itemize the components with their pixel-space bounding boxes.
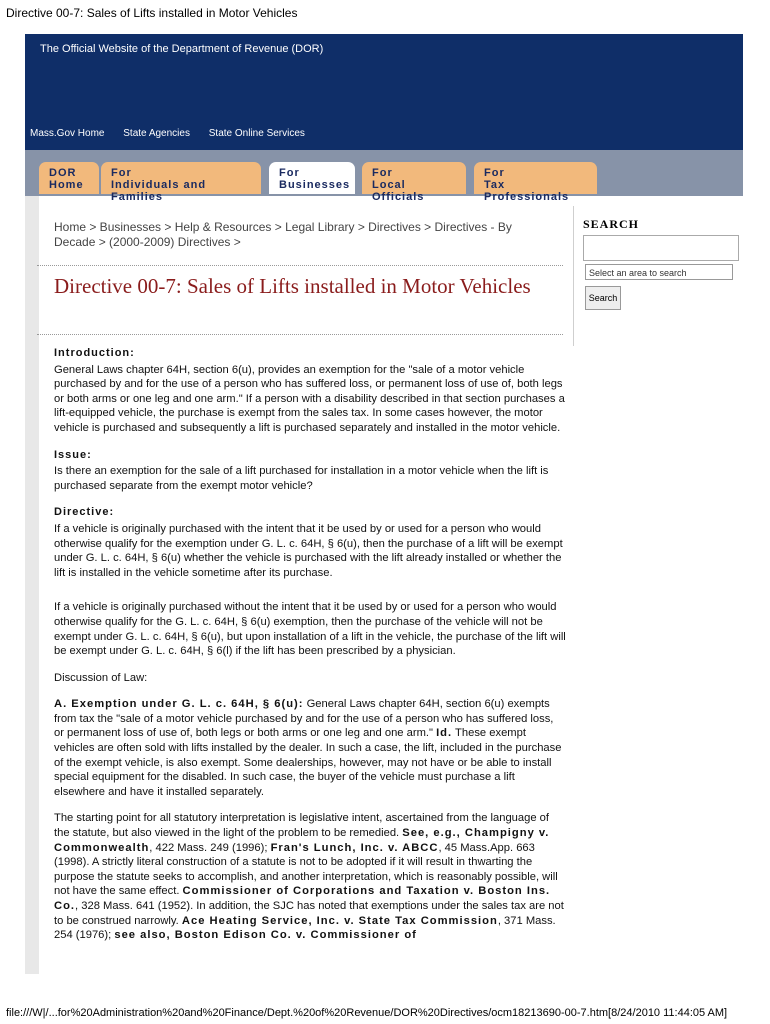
- tab-bar: [25, 150, 743, 203]
- section-a-text-1: General Laws chapter 64H, section 6(u) exempts from tax the "sale of a motor vehicle purchased by and for the use of a person who has suffered loss, or permanent loss of use of, both legs or both arms or one leg and one arm.": [54, 698, 554, 740]
- directive-para-1: If a vehicle is originally purchased with the intent that it be used by or used for a person who would otherwise qualify for the exemption under G. L. c. 64H, § 6(u), then the purchase of a lift will be exempt under G. L. c. 64H, § 6(u) whether the vehicle is purchased with the lift already installed or whether the lift is installed in the vehicle sometime after its purchase.: [54, 522, 563, 579]
- starting-text-1: The starting point for all statutory interpretation is legislative intent, ascertained from the language of the statute, but also viewed in the light of the problem to be remedied.: [54, 812, 550, 840]
- print-header: Directive 00-7: Sales of Lifts installed in Motor Vehicles: [6, 6, 298, 20]
- citation-5: see also, Boston Edison Co. v. Commissioner of: [114, 929, 417, 942]
- nav-link-state-agencies[interactable]: State Agencies: [123, 128, 190, 139]
- breadcrumb[interactable]: Home > Businesses > Help & Resources > Legal Library > Directives > Directives - By Decade > (2000-2009) Directives >: [54, 220, 512, 249]
- tab-individuals-families[interactable]: For Individuals and Families: [101, 162, 261, 194]
- divider: [37, 265, 563, 266]
- page-title: Directive 00-7: Sales of Lifts installed in Motor Vehicles: [54, 274, 531, 298]
- discussion-label: Discussion of Law:: [54, 671, 148, 684]
- print-footer: file:///W|/...for%20Administration%20and%20Finance/Dept.%20of%20Revenue/DOR%20Directives/ocm18213690-00-7.htm[8/24/2010 11:44:05 AM]: [6, 1007, 728, 1019]
- section-a: [54, 697, 566, 799]
- directive-heading: Directive:: [54, 506, 115, 519]
- citation-1: See, e.g., Champigny v. Commonwealth: [54, 827, 550, 854]
- directive-para-2: If a vehicle is originally purchased without the intent that it be used by or used for a person who would otherwise qualify for the G. L. c. 64H, § 6(u) exemption, then the purchase of the vehicle will not be exempt under G. L. c. 64H, § 6(u), but upon installation of a lift in the vehicle, the purchase of the lift will be exempt under G. L. c. 64H, § 6(l) if the lift has been prescribed by a physician.: [54, 601, 566, 658]
- divider: [37, 334, 563, 335]
- tab-businesses[interactable]: For Businesses: [269, 162, 355, 194]
- citation-4: Ace Heating Service, Inc. v. State Tax Commission: [181, 914, 498, 927]
- search-heading: SEARCH: [583, 217, 640, 231]
- starting-point: [54, 811, 566, 942]
- issue-text: Is there an exemption for the sale of a lift purchased for installation in a motor vehicle when the lift is purchased separate from the exempt motor vehicle?: [54, 465, 549, 492]
- intro-text: General Laws chapter 64H, section 6(u), provides an exemption for the "sale of a motor vehicle purchased by and for the use of a person who has suffered loss, or permanent loss of use of, both legs or both arms or one leg and one arm." If a person with a disability described in that section purchases a lift-equipped vehicle, the purchase is exempt from the sales tax. In some cases however, the motor vehicle is purchased and subsequently a lift is purchased separately and installed in the motor vehicle.: [54, 363, 565, 434]
- tab-tax-professionals[interactable]: For Tax Professionals: [474, 162, 597, 194]
- article-body: [54, 346, 566, 955]
- section-a-text-2: These exempt vehicles are often sold with lifts installed by the dealer. In such a case, the lift, included in the purchase of the exempt vehicle, is also exempt. Some dealerships, however, may not have or be able to install special equipment for the disabled. In such case, the buyer of the vehicle must purchase a lift elsewhere and have it installed separately.: [54, 727, 562, 798]
- tab-dor-home[interactable]: DOR Home: [39, 162, 99, 194]
- search-area-select[interactable]: Select an area to search: [585, 264, 733, 280]
- intro-heading: Introduction:: [54, 347, 135, 359]
- citation-2: Fran's Lunch, Inc. v. ABCC: [270, 841, 439, 854]
- nav-link-massgov-home[interactable]: Mass.Gov Home: [30, 128, 105, 139]
- page-shell: [25, 34, 743, 974]
- citation-3: Commissioner of Corporations and Taxation v. Boston Ins. Co.: [54, 885, 551, 912]
- search-input[interactable]: [583, 235, 739, 261]
- starting-text-5: , 371 Mass. 254 (1976);: [54, 914, 556, 942]
- sidebar-divider: [573, 206, 574, 346]
- nav-link-state-online-services[interactable]: State Online Services: [208, 128, 305, 139]
- issue-heading: Issue:: [54, 448, 92, 461]
- starting-text-3: , 45 Mass.App. 663 (1998). A strictly literal construction of a statute is not to be adopted if it will result in thwarting the purpose the statute seeks to accomplish, and another interpretation, which is reasonably possible, will not have the same effect.: [54, 841, 558, 898]
- starting-text-2: , 422 Mass. 249 (1996);: [149, 841, 271, 854]
- top-nav: [30, 128, 321, 139]
- site-title: The Official Website of the Department of Revenue (DOR): [40, 43, 324, 55]
- section-a-id: Id.: [436, 727, 453, 740]
- tab-local-officials[interactable]: For Local Officials: [362, 162, 466, 194]
- site-banner: [25, 34, 743, 150]
- search-button[interactable]: Search: [585, 286, 621, 310]
- starting-text-4: , 328 Mass. 641 (1952). In addition, the SJC has noted that exemptions under the sales tax are not to be construed narrowly.: [54, 900, 564, 927]
- section-a-heading: A. Exemption under G. L. c. 64H, § 6(u):: [54, 698, 304, 711]
